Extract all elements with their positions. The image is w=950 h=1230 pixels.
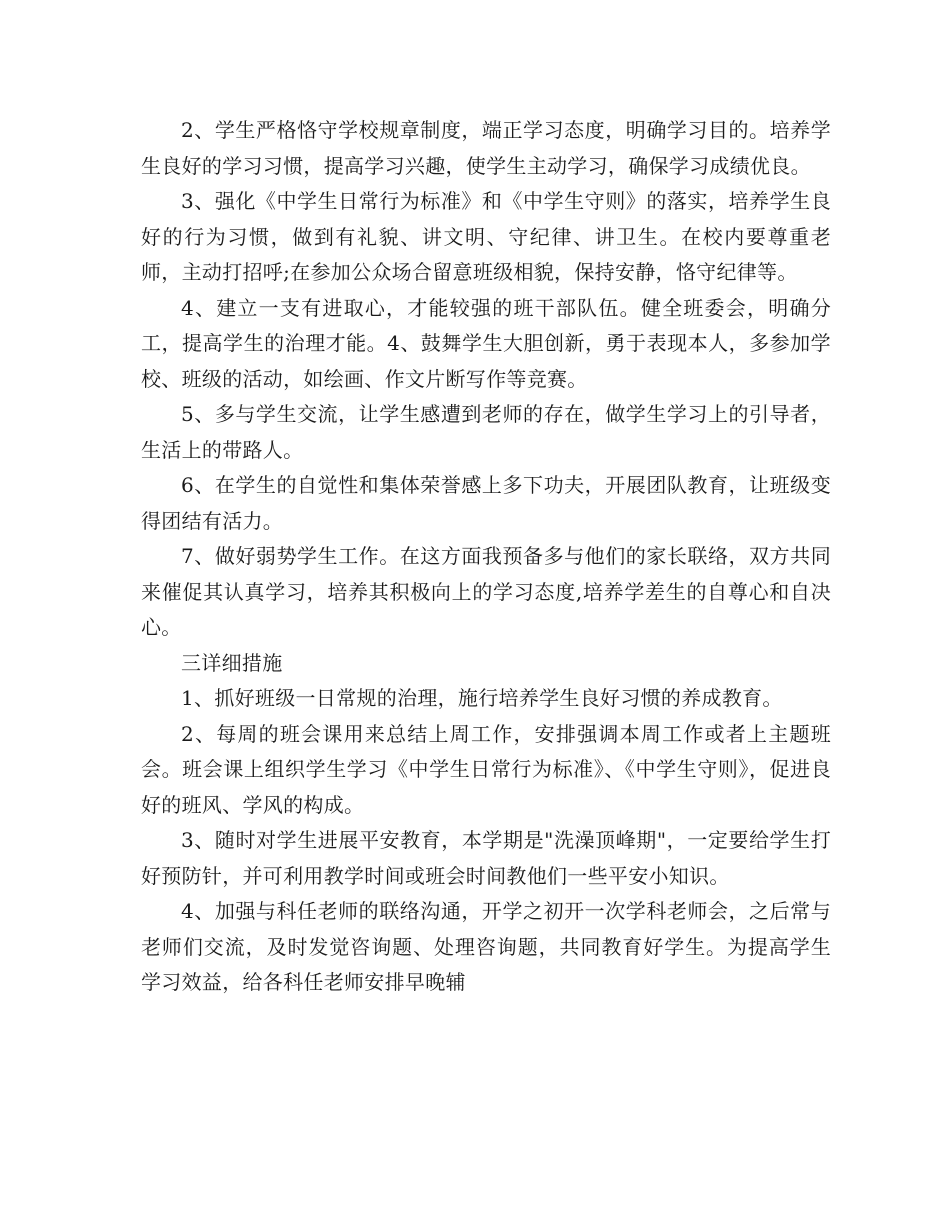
paragraph-10: 4、加强与科任老师的联络沟通，开学之初开一次学科老师会，之后常与老师们交流，及时发觉咨询题、处理咨询题，共同教育好学生。为提高学生学习效益，给各科任老师安排早晚辅 xyxy=(141,899,831,994)
paragraph-1: 2、学生严格恪守学校规章制度，端正学习态度，明确学习目的。培养学生良好的学习习惯，提高学习兴趣，使学生主动学习，确保学习成绩优良。 xyxy=(141,118,831,178)
paragraph-7: 1、抓好班级一日常规的治理，施行培养学生良好习惯的养成教育。 xyxy=(181,686,783,710)
section-heading: 三详细措施 xyxy=(181,650,283,675)
document-body xyxy=(141,113,831,1001)
paragraph-5: 6、在学生的自觉性和集体荣誉感上多下功夫，开展团队教育，让班级变得团结有活力。 xyxy=(141,473,831,533)
paragraph-9: 3、随时对学生进展平安教育，本学期是"洗澡顶峰期"，一定要给学生打好预防针，并可利用教学时间或班会时间教他们一些平安小知识。 xyxy=(141,828,831,888)
paragraph-4: 5、多与学生交流，让学生感遭到老师的存在，做学生学习上的引导者，生活上的带路人。 xyxy=(141,402,831,462)
paragraph-2: 3、强化《中学生日常行为标准》和《中学生守则》的落实，培养学生良好的行为习惯，做到有礼貌、讲文明、守纪律、讲卫生。在校内要尊重老师，主动打招呼;在参加公众场合留意班级相貌，保持安静，恪守纪律等。 xyxy=(141,189,831,284)
paragraph-8: 2、每周的班会课用来总结上周工作，安排强调本周工作或者上主题班会。班会课上组织学生学习《中学生日常行为标准》、《中学生守则》，促进良好的班风、学风的构成。 xyxy=(141,721,831,817)
paragraph-6: 7、做好弱势学生工作。在这方面我预备多与他们的家长联络，双方共同来催促其认真学习，培养其积极向上的学习态度,培养学差生的自尊心和自决心。 xyxy=(141,544,831,639)
paragraph-3: 4、建立一支有进取心，才能较强的班干部队伍。健全班委会，明确分工，提高学生的治理才能。4、鼓舞学生大胆创新，勇于表现本人，多参加学校、班级的活动，如绘画、作文片断写作等竞赛。 xyxy=(141,295,831,391)
